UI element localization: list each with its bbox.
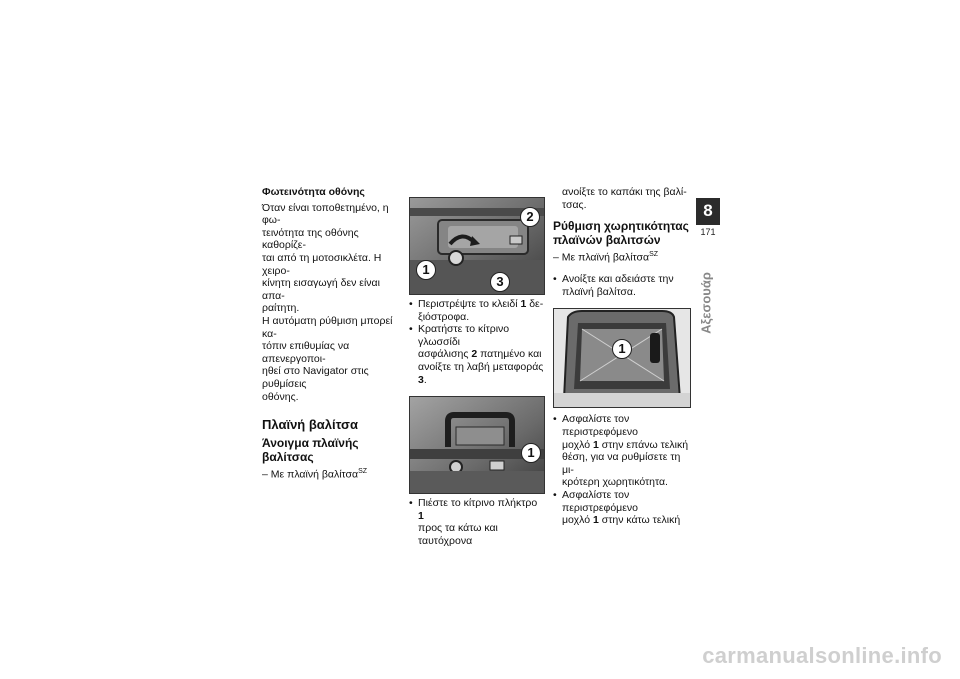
heading-capacity-adjust: Ρύθμιση χωρητικότητας πλαϊνών βαλιτσών [553,219,689,248]
watermark: carmanualsonline.info [702,643,942,668]
callout-3: 3 [490,272,510,292]
heading-open-side-case: Άνοιγμα πλαϊνής βαλίτσας [262,436,359,465]
continuation-text: ανοίξτε το καπάκι της βαλί- τσας. [562,186,687,211]
chapter-number: 8 [696,198,720,224]
bullet-hold-tab: • Κρατήστε το κίτρινο γλωσσίδι ασφάλισης 2 πατημένο και ανοίξτε τη λαβή μεταφοράς 3. [409,323,545,386]
photo-case-interior [553,308,691,408]
bullet-open-empty: • Ανοίξτε και αδειάστε την πλαϊνή βαλίτσα. [553,273,690,298]
bullet-press-button: • Πιέστε το κίτρινο πλήκτρο 1 προς τα κάτω και ταυτόχρονα [409,497,545,547]
section-title: Αξεσουάρ [698,272,714,334]
condition-with-side-case: – Με πλαϊνή βαλίτσα$^{SZ}$ [262,468,368,481]
column-middle [409,186,545,548]
section-tab [696,268,716,338]
column-left [262,186,398,481]
paragraph-auto-setting: Η αυτόματη ρύθμιση μπορεί κα- τόπιν επιθυμίας να απενεργοποι- ηθεί στο Navigator στις ρυθμίσεις οθόνης. [262,314,393,403]
chapter-marker [696,198,720,237]
page-number: 171 [700,227,716,237]
heading-side-case: Πλαϊνή βαλίτσα [262,417,358,433]
photo-case-lock [409,197,545,295]
column-right [553,186,690,527]
callout-1: 1 [612,339,632,359]
bullet-lock-lever-down: • Ασφαλίστε τον περιστρεφόμενο μοχλό 1 στην κάτω τελική [553,489,690,527]
condition-with-side-case: – Με πλαϊνή βαλίτσα$^{SZ}$ [553,251,659,264]
heading-display-brightness: Φωτεινότητα οθόνης [262,186,365,198]
callout-1: 1 [521,443,541,463]
bullet-turn-key: • Περιστρέψτε το κλειδί 1 δε- ξιόστροφα. [409,298,545,323]
chapter-divider [696,224,720,225]
callout-2: 2 [520,207,540,227]
callout-1: 1 [416,260,436,280]
photo-case-handle [409,396,545,494]
paragraph-brightness: Όταν είναι τοποθετημένο, η φω- τεινότητα της οθόνης καθορίζε- ται από τη μοτοσικλέτα. Η χειρο- κίνητη εισαγωγή δεν είναι απα- ραίτητη. [262,201,389,315]
bullet-lock-lever-up: • Ασφαλίστε τον περιστρεφόμενο μοχλό 1 στην επάνω τελική θέση, για να ρυθμίσετε τη μι- κρότερη χωρητικότητα. [553,413,690,489]
